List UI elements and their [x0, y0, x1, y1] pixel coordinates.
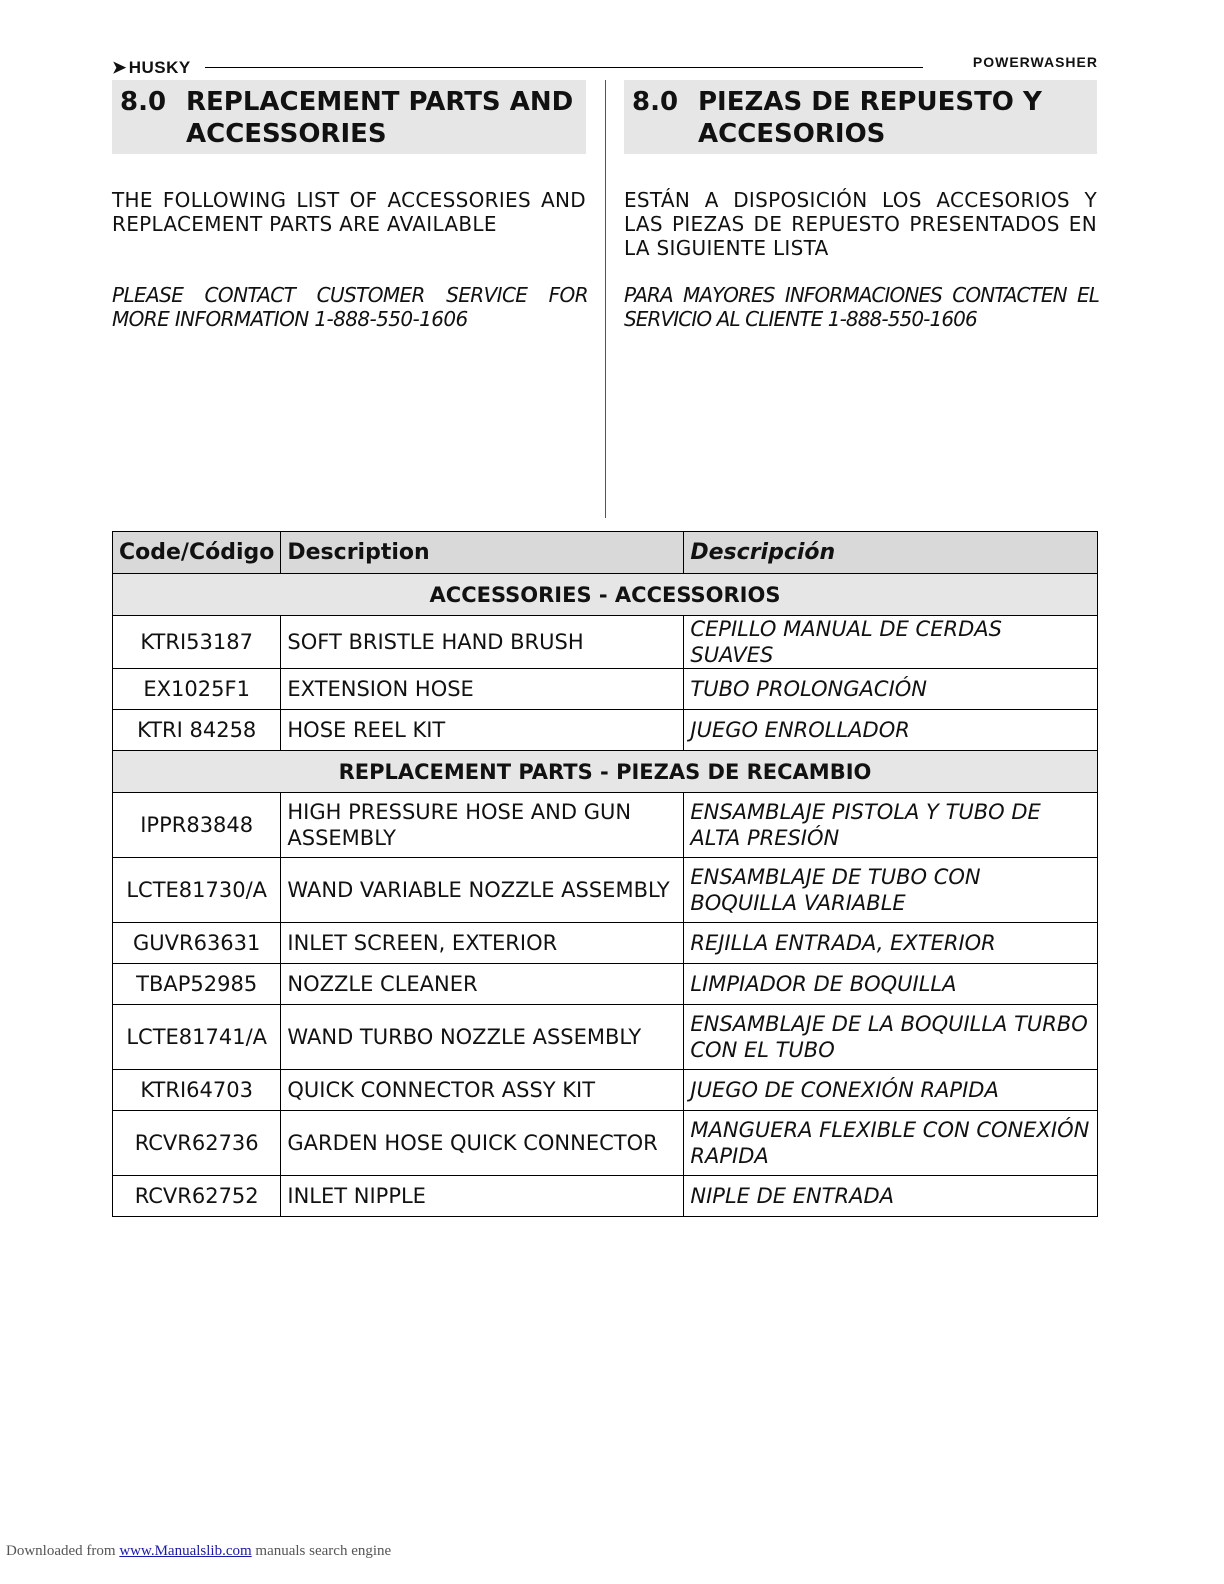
- part-descripcion: REJILLA ENTRADA, EXTERIOR: [684, 923, 1098, 964]
- part-descripcion: ENSAMBLAJE DE TUBO CON BOQUILLA VARIABLE: [684, 858, 1098, 923]
- table-header-row: [113, 532, 1098, 574]
- part-code: KTRI53187: [113, 616, 281, 669]
- header-description: Description: [281, 532, 684, 574]
- product-name: POWERWASHER: [972, 54, 1098, 70]
- part-code: RCVR62736: [113, 1111, 281, 1176]
- part-code: EX1025F1: [113, 669, 281, 710]
- table-row: [113, 669, 1098, 710]
- part-description: SOFT BRISTLE HAND BRUSH: [281, 616, 684, 669]
- logo-text: HUSKY: [128, 58, 191, 77]
- part-description: HIGH PRESSURE HOSE AND GUN ASSEMBLY: [281, 793, 684, 858]
- section-number: 8.0: [632, 87, 679, 117]
- part-description: INLET NIPPLE: [281, 1176, 684, 1217]
- intro-es: ESTÁN A DISPOSICIÓN LOS ACCESORIOS Y LAS PIEZAS DE REPUESTO PRESENTADOS EN LA SIGUIENTE LISTA: [624, 188, 1097, 260]
- part-description: NOZZLE CLEANER: [281, 964, 684, 1005]
- table-row: [113, 1111, 1098, 1176]
- intro-en: THE FOLLOWING LIST OF ACCESSORIES AND REPLACEMENT PARTS ARE AVAILABLE: [112, 188, 586, 236]
- husky-head-icon: ➤: [112, 58, 127, 77]
- part-descripcion: CEPILLO MANUAL DE CERDAS SUAVES: [684, 616, 1098, 669]
- part-description: INLET SCREEN, EXTERIOR: [281, 923, 684, 964]
- table-row: [113, 616, 1098, 669]
- parts-table: [112, 531, 1098, 1217]
- part-description: EXTENSION HOSE: [281, 669, 684, 710]
- header-descripcion: Descripción: [684, 532, 1098, 574]
- part-descripcion: TUBO PROLONGACIÓN: [684, 669, 1098, 710]
- section-row: [113, 574, 1098, 616]
- table-row: [113, 1070, 1098, 1111]
- part-code: RCVR62752: [113, 1176, 281, 1217]
- part-descripcion: MANGUERA FLEXIBLE CON CONEXIÓN RAPIDA: [684, 1111, 1098, 1176]
- table-row: [113, 793, 1098, 858]
- manualslib-link[interactable]: www.Manualslib.com: [119, 1543, 252, 1559]
- header-rule: [205, 67, 923, 68]
- table-row: [113, 1005, 1098, 1070]
- part-description: WAND VARIABLE NOZZLE ASSEMBLY: [281, 858, 684, 923]
- part-code: LCTE81741/A: [113, 1005, 281, 1070]
- section-title-text: REPLACEMENT PARTS AND ACCESSORIES: [186, 87, 574, 149]
- part-description: WAND TURBO NOZZLE ASSEMBLY: [281, 1005, 684, 1070]
- section-title: ACCESSORIES - ACCESSORIOS: [113, 574, 1098, 616]
- section-title: REPLACEMENT PARTS - PIEZAS DE RECAMBIO: [113, 751, 1098, 793]
- footer-prefix: Downloaded from: [6, 1543, 116, 1559]
- footer-suffix: manuals search engine: [255, 1543, 392, 1559]
- part-code: IPPR83848: [113, 793, 281, 858]
- section-title-es: [624, 80, 1097, 154]
- section-row: [113, 751, 1098, 793]
- part-descripcion: ENSAMBLAJE PISTOLA Y TUBO DE ALTA PRESIÓN: [684, 793, 1098, 858]
- part-description: HOSE REEL KIT: [281, 710, 684, 751]
- section-title-text: PIEZAS DE REPUESTO Y ACCESORIOS: [698, 87, 1042, 149]
- table-row: [113, 710, 1098, 751]
- part-code: KTRI 84258: [113, 710, 281, 751]
- part-descripcion: ENSAMBLAJE DE LA BOQUILLA TURBO CON EL TUBO: [684, 1005, 1098, 1070]
- header-code: Code/Código: [113, 532, 281, 574]
- part-code: LCTE81730/A: [113, 858, 281, 923]
- part-code: TBAP52985: [113, 964, 281, 1005]
- part-description: QUICK CONNECTOR ASSY KIT: [281, 1070, 684, 1111]
- husky-logo: [112, 58, 191, 78]
- footer: [6, 1543, 391, 1560]
- part-descripcion: LIMPIADOR DE BOQUILLA: [684, 964, 1098, 1005]
- contact-es: PARA MAYORES INFORMACIONES CONTACTEN EL SERVICIO AL CLIENTE 1-888-550-1606: [624, 283, 1099, 331]
- section-title-en: [112, 80, 586, 154]
- contact-en: PLEASE CONTACT CUSTOMER SERVICE FOR MORE INFORMATION 1-888-550-1606: [112, 283, 588, 331]
- table-row: [113, 964, 1098, 1005]
- part-code: KTRI64703: [113, 1070, 281, 1111]
- section-number: 8.0: [120, 87, 167, 117]
- part-descripcion: JUEGO ENROLLADOR: [684, 710, 1098, 751]
- table-row: [113, 1176, 1098, 1217]
- part-descripcion: JUEGO DE CONEXIÓN RAPIDA: [684, 1070, 1098, 1111]
- part-code: GUVR63631: [113, 923, 281, 964]
- column-divider: [605, 80, 606, 518]
- part-descripcion: NIPLE DE ENTRADA: [684, 1176, 1098, 1217]
- table-row: [113, 923, 1098, 964]
- table-row: [113, 858, 1098, 923]
- part-description: GARDEN HOSE QUICK CONNECTOR: [281, 1111, 684, 1176]
